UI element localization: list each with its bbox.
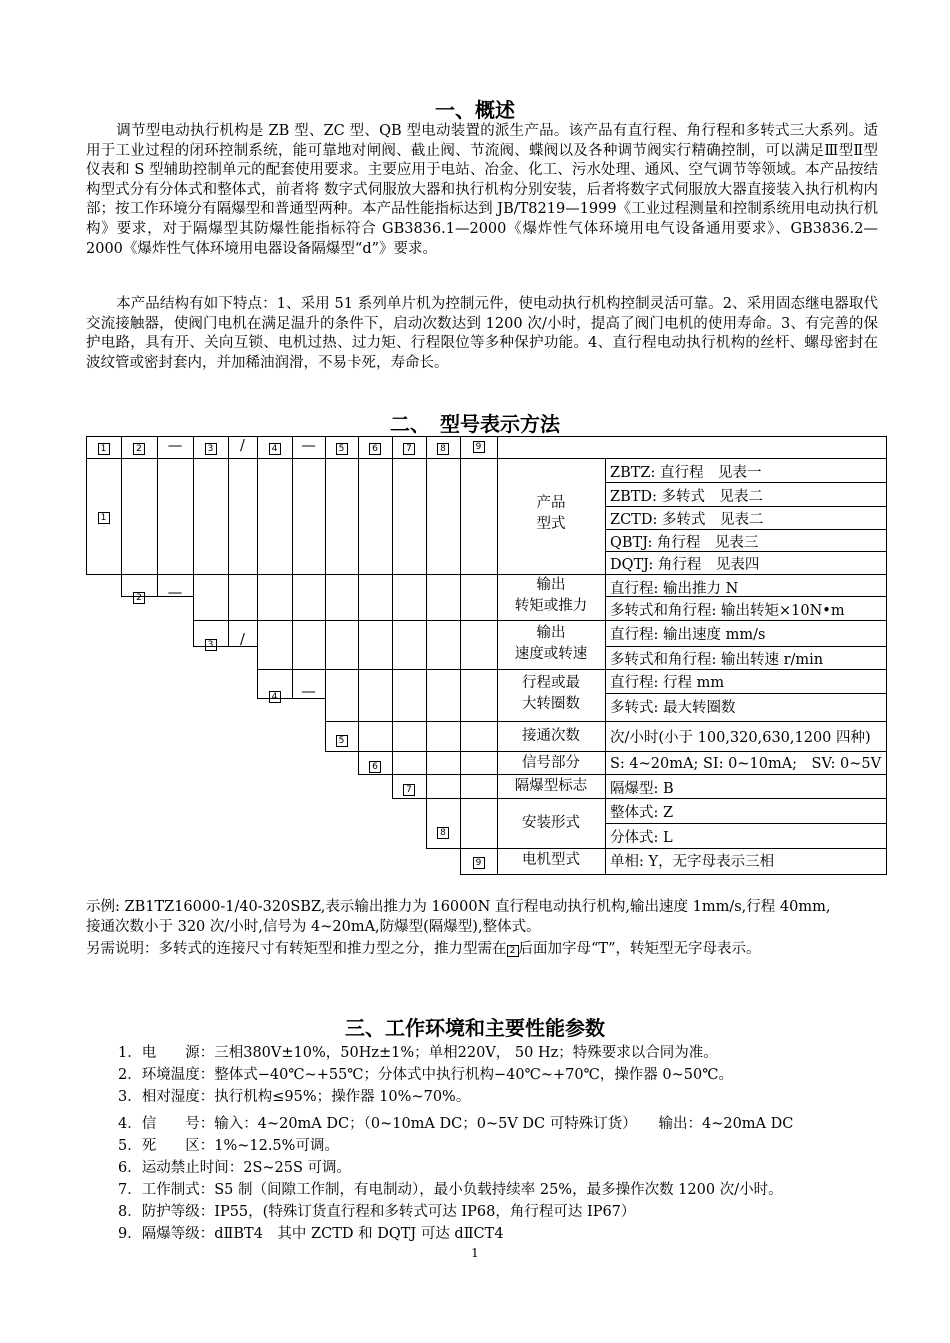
value-split: 分体式: L — [610, 830, 673, 846]
value-integral: 整体式: Z — [610, 805, 674, 821]
row-box-7: 7 — [403, 784, 415, 796]
section-title-model: 二、 型号表示方法 — [390, 412, 560, 436]
param-item: 9．隔爆等级：dⅡBT4 其中 ZCTD 和 DQTJ 可达 dⅡCT4 — [118, 1226, 504, 1242]
value-dqtj: DQTJ: 角行程 见表四 — [610, 557, 760, 573]
header-box-1: 1 — [98, 443, 110, 455]
param-item: 2．环境温度：整体式−40℃~+55℃；分体式中执行机构−40℃~+70℃，操作器 0~50℃。 — [118, 1067, 733, 1083]
param-item: 5．死 区：1%~12.5%可调。 — [118, 1138, 339, 1154]
label-switch-count: 接通次数 — [522, 728, 580, 744]
overview-paragraph-1 — [86, 122, 878, 259]
value-max-turns: 多转式: 最大转圈数 — [610, 700, 736, 716]
value-qbtj: QBTJ: 角行程 见表三 — [610, 535, 759, 551]
header-dash-2: — — [301, 438, 316, 454]
value-zctd: ZCTD: 多转式 见表二 — [610, 512, 764, 528]
header-dash-1: — — [167, 438, 183, 454]
example-line-2: 接通次数小于 320 次/小时,信号为 4~20mA,防爆型(隔爆型),整体式。 — [86, 919, 541, 935]
header-box-6: 6 — [369, 443, 381, 455]
section-title-overview: 一、概述 — [435, 98, 515, 122]
row-box-4: 4 — [269, 691, 281, 703]
header-box-8: 8 — [437, 443, 449, 455]
value-speed: 直行程: 输出速度 mm/s — [610, 627, 766, 643]
header-box-9: 9 — [473, 441, 485, 453]
overview-paragraph-1-text: 调节型电动执行机构是 ZB 型、ZC 型、QB 型电动装置的派生产品。该产品有直行程、角行程和多转式三大系列。适用于工业过程的闭环控制系统，能可靠地对闸阀、截止阀、节流阀、蝶阀以及各种调节阀实行精确控制，可以满足Ⅲ型Ⅱ型仪表和 S 型辅助控制单元的配套使用要求。主要应用于电站、冶金、化工、污水处理、通风、空气调节等领域。本产品按结构型式分有分体式和整体式，前者将 数字式伺服放大器和执行机构分别安装，后者将数字式伺服放大器直接装入执行机构内部；按工作环境分有隔爆型和普通型两种。本产品性能指标达到 JB/T8219—1999《工业过程测量和控制系统用电动执行机构》要求，对于隔爆型其防爆性能指标符合 GB3836.1—2000《爆炸性气体环境用电气设备通用要求》、GB3836.2—2000《爆炸性气体环境用电器设备隔爆型“d”》要求。 — [86, 123, 878, 257]
row-box-1: 1 — [98, 512, 110, 524]
row-box-6: 6 — [369, 761, 381, 773]
row-box-5: 5 — [336, 735, 348, 747]
header-box-4: 4 — [269, 443, 281, 455]
value-rpm: 多转式和角行程: 输出转速 r/min — [610, 652, 824, 668]
page-number: 1 — [471, 1246, 479, 1260]
header-slash: / — [240, 438, 245, 454]
note-text-a: 另需说明：多转式的连接尺寸有转矩型和推力型之分，推力型需在 — [86, 941, 507, 957]
model-table — [86, 436, 887, 875]
row-box-8: 8 — [437, 827, 449, 839]
label-signal: 信号部分 — [522, 755, 580, 771]
label-install: 安装形式 — [522, 815, 580, 831]
row-dash-4: — — [301, 684, 316, 700]
row-box-3: 3 — [205, 639, 217, 651]
value-motor: 单相: Y，无字母表示三相 — [610, 854, 775, 870]
row-box-2: 2 — [133, 592, 145, 604]
param-item: 8．防护等级：IP55，(特殊订货直行程和多转式可达 IP68，角行程可达 IP67） — [118, 1204, 636, 1220]
example-line-1: 示例: ZB1TZ16000-1/40-320SBZ,表示输出推力为 16000N 直行程电动执行机构,输出速度 1mm/s,行程 40mm, — [86, 899, 831, 915]
overview-paragraph-2 — [86, 295, 878, 373]
value-zbtd: ZBTD: 多转式 见表二 — [610, 489, 764, 505]
value-stroke-mm: 直行程: 行程 mm — [610, 675, 725, 691]
param-item: 6．运动禁止时间：2S~25S 可调。 — [118, 1160, 352, 1176]
label-output-speed: 输出 速度或转速 — [514, 625, 588, 662]
label-stroke: 行程或最 大转圈数 — [522, 675, 580, 712]
row-box-9: 9 — [473, 857, 485, 869]
value-explosion-mark: 隔爆型: B — [610, 781, 674, 797]
note-line — [86, 937, 761, 958]
value-zbtz: ZBTZ: 直行程 见表一 — [610, 465, 762, 481]
param-item: 3．相对湿度：执行机构≤95%；操作器 10%~70%。 — [118, 1089, 471, 1105]
row-slash-3: / — [240, 632, 245, 648]
overview-paragraph-2-text: 本产品结构有如下特点：1、采用 51 系列单片机为控制元件，使电动执行机构控制灵活可靠。2、采用固态继电器取代交流接触器，使阀门电机在满足温升的条件下，启动次数达到 1200 次/小时，提高了阀门电机的使用寿命。3、有完善的保护电路，具有开、关向互锁、电机过热、过力矩、行程限位等多种保护功能。4、直行程电动执行机构的丝杆、螺母密封在波纹管或密封套内，并加稀油润滑，不易卡死，寿命长。 — [86, 296, 878, 371]
header-box-7: 7 — [403, 443, 415, 455]
header-box-5: 5 — [336, 443, 348, 455]
header-box-2: 2 — [133, 443, 145, 455]
note-text-b: 后面加字母“T”，转矩型无字母表示。 — [518, 941, 761, 957]
value-signal: S: 4~20mA; SI: 0~10mA; SV: 0~5V — [610, 756, 882, 772]
param-item: 7．工作制式：S5 制（间隙工作制，有电制动），最小负载持续率 25%，最多操作次数 1200 次/小时。 — [118, 1182, 783, 1198]
section-title-performance: 三、工作环境和主要性能参数 — [345, 1016, 605, 1040]
value-torque: 多转式和角行程: 输出转矩×10N•m — [610, 603, 845, 619]
header-box-3: 3 — [205, 443, 217, 455]
label-explosion-mark: 隔爆型标志 — [514, 778, 588, 794]
value-thrust: 直行程: 输出推力 N — [610, 581, 739, 597]
value-switch-count: 次/小时(小于 100,320,630,1200 四种) — [610, 730, 871, 746]
note-box-2: 2 — [507, 945, 519, 957]
param-item: 1．电 源：三相380V±10%，50Hz±1%；单相220V， 50 Hz；特殊要求以合同为准。 — [118, 1045, 718, 1061]
param-item: 4．信 号：输入：4~20mA DC；（0~10mA DC；0~5V DC 可特殊订货） 输出：4~20mA DC — [118, 1116, 794, 1132]
label-product-type: 产品 型式 — [536, 495, 566, 532]
row-dash-2: — — [167, 585, 183, 601]
label-motor: 电机型式 — [522, 852, 580, 868]
label-output-torque: 输出 转矩或推力 — [514, 577, 588, 614]
